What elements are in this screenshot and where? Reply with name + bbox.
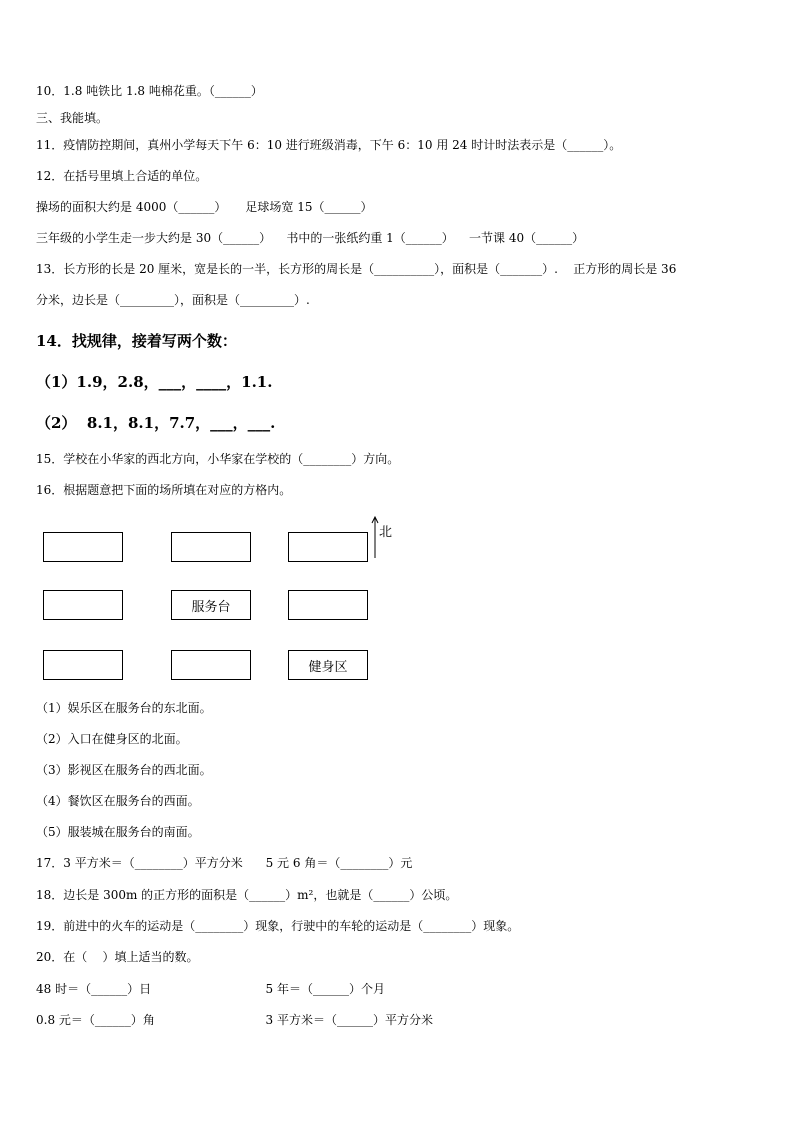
grid-cell-3[interactable] bbox=[288, 532, 368, 562]
question-18: 18．边长是 300m 的正方形的面积是（______）m²，也就是（______）公顷。 bbox=[36, 888, 458, 902]
question-16-clue-2: （2）入口在健身区的北面。 bbox=[36, 732, 188, 746]
question-15: 15．学校在小华家的西北方向，小华家在学校的（________）方向。 bbox=[36, 452, 400, 466]
grid-cell-fitness-area: 健身区 bbox=[288, 650, 368, 680]
question-10: 10．1.8 吨铁比 1.8 吨棉花重。（______） bbox=[36, 84, 263, 98]
question-16-clue-4: （4）餐饮区在服务台的西面。 bbox=[36, 794, 200, 808]
question-12-line-b: 三年级的小学生走一步大约是 30（______） 书中的一张纸约重 1（______） 一节课 40（______） bbox=[36, 231, 585, 245]
grid-cell-1[interactable] bbox=[43, 532, 123, 562]
question-16: 16．根据题意把下面的场所填在对应的方格内。 bbox=[36, 483, 292, 497]
question-13-line-a: 13．长方形的长是 20 厘米，宽是长的一半，长方形的周长是（__________），面积是（_______）. 正方形的周长是 36 bbox=[36, 262, 677, 276]
grid-cell-2[interactable] bbox=[171, 532, 251, 562]
question-20: 20．在（ ）填上适当的数。 bbox=[36, 950, 199, 964]
grid-cell-8[interactable] bbox=[171, 650, 251, 680]
question-16-clue-1: （1）娱乐区在服务台的东北面。 bbox=[36, 701, 212, 715]
question-20-line-a: 48 时＝（______）日 5 年＝（______）个月 bbox=[36, 982, 385, 996]
question-17: 17．3 平方米＝（________）平方分米 5 元 6 角＝（________）元 bbox=[36, 856, 413, 870]
section-heading-3: 三、我能填。 bbox=[36, 111, 109, 125]
question-16-clue-5: （5）服装城在服务台的南面。 bbox=[36, 825, 200, 839]
question-13-line-b: 分米，边长是（_________），面积是（_________）. bbox=[36, 293, 310, 307]
question-12-line-a: 操场的面积大约是 4000（______） 足球场宽 15（______） bbox=[36, 200, 373, 214]
question-14-part-1: （1）1.9，2.8，___，____，1.1. bbox=[36, 373, 273, 391]
question-14: 14．找规律，接着写两个数： bbox=[36, 332, 237, 350]
grid-cell-7[interactable] bbox=[43, 650, 123, 680]
question-11: 11．疫情防控期间，真州小学每天下午 6：10 进行班级消毒，下午 6：10 用 24 时计时法表示是（______）。 bbox=[36, 138, 622, 152]
question-12: 12．在括号里填上合适的单位。 bbox=[36, 169, 208, 183]
grid-cell-4[interactable] bbox=[43, 590, 123, 620]
grid-cell-6[interactable] bbox=[288, 590, 368, 620]
question-19: 19．前进中的火车的运动是（________）现象，行驶中的车轮的运动是（________）现象。 bbox=[36, 919, 520, 933]
question-20-line-b: 0.8 元＝（______）角 3 平方米＝（______）平方分米 bbox=[36, 1013, 433, 1027]
question-14-part-2: （2） 8.1，8.1，7.7，___，___. bbox=[36, 414, 276, 432]
north-label: 北 bbox=[379, 525, 393, 540]
question-16-clue-3: （3）影视区在服务台的西北面。 bbox=[36, 763, 212, 777]
grid-cell-service-desk: 服务台 bbox=[171, 590, 251, 620]
